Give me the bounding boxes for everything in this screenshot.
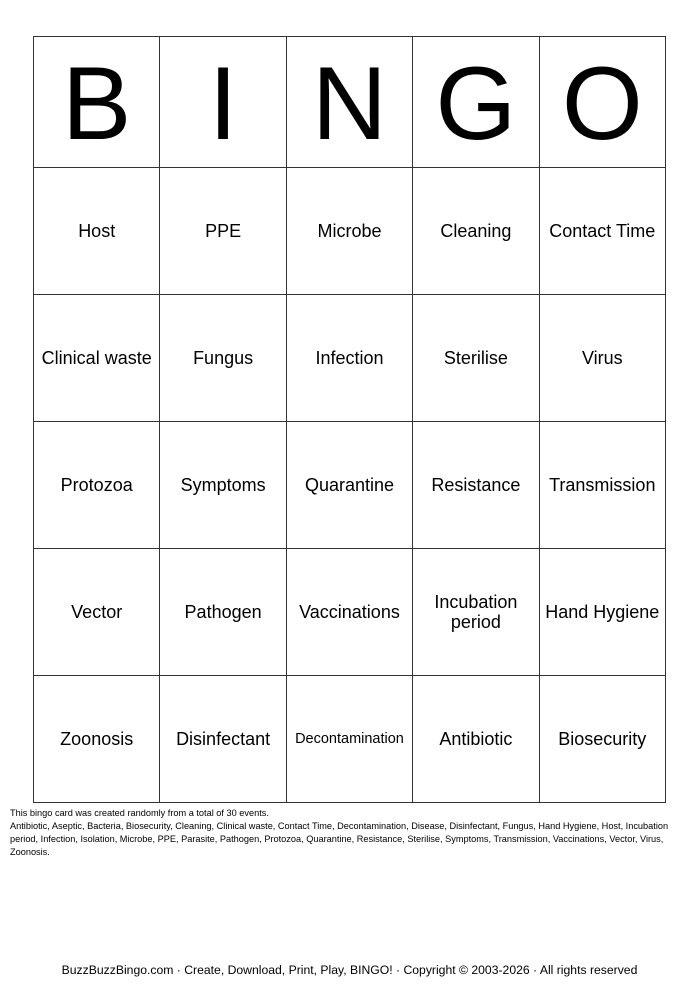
bingo-row (34, 168, 666, 295)
bingo-cell: Infection (286, 295, 412, 422)
bingo-cell: Zoonosis (34, 676, 160, 803)
bingo-cell: Protozoa (34, 422, 160, 549)
card-footnote (10, 807, 692, 859)
bingo-cell: Sterilise (413, 295, 539, 422)
bingo-cell: Resistance (413, 422, 539, 549)
bingo-cell: Incubation period (413, 549, 539, 676)
site-footer: BuzzBuzzBingo.com · Create, Download, Print, Play, BINGO! · Copyright © 2003-2026 · All rights reserved (61, 963, 638, 977)
bingo-cell: Quarantine (286, 422, 412, 549)
bingo-cell: Antibiotic (413, 676, 539, 803)
bingo-cell: Host (34, 168, 160, 295)
header-letter-b: B (34, 37, 160, 168)
footnote-intro: This bingo card was created randomly from a total of 30 events. (10, 808, 269, 818)
header-letter-i: I (160, 37, 286, 168)
bingo-row (34, 549, 666, 676)
bingo-cell: Cleaning (413, 168, 539, 295)
bingo-cell: Pathogen (160, 549, 286, 676)
bingo-cell: Biosecurity (539, 676, 665, 803)
bingo-cell: Symptoms (160, 422, 286, 549)
header-letter-g: G (413, 37, 539, 168)
bingo-cell: Microbe (286, 168, 412, 295)
bingo-header-row (34, 37, 666, 168)
bingo-cell: Disinfectant (160, 676, 286, 803)
bingo-cell: Virus (539, 295, 665, 422)
bingo-cell: Hand Hygiene (539, 549, 665, 676)
bingo-cell: Transmission (539, 422, 665, 549)
bingo-row (34, 295, 666, 422)
header-letter-o: O (539, 37, 665, 168)
bingo-row (34, 422, 666, 549)
bingo-cell: Fungus (160, 295, 286, 422)
bingo-cell: PPE (160, 168, 286, 295)
bingo-cell: Decontamination (286, 676, 412, 803)
bingo-card (33, 36, 666, 803)
bingo-cell: Vector (34, 549, 160, 676)
bingo-cell: Vaccinations (286, 549, 412, 676)
footnote-event-list: Antibiotic, Aseptic, Bacteria, Biosecurity, Cleaning, Clinical waste, Contact Time, Decontamination, Disease, Disinfectant, Fungus, Hand Hygiene, Host, Incubation period, Infection, Isolation, Microbe, PPE, Parasite, Pathogen, Protozoa, Quarantine, Resistance, Sterilise, Symptoms, Transmission, Vaccinations, Vector, Virus, Zoonosis. (10, 821, 669, 857)
bingo-cell: Contact Time (539, 168, 665, 295)
bingo-row (34, 676, 666, 803)
bingo-cell: Clinical waste (34, 295, 160, 422)
header-letter-n: N (286, 37, 412, 168)
